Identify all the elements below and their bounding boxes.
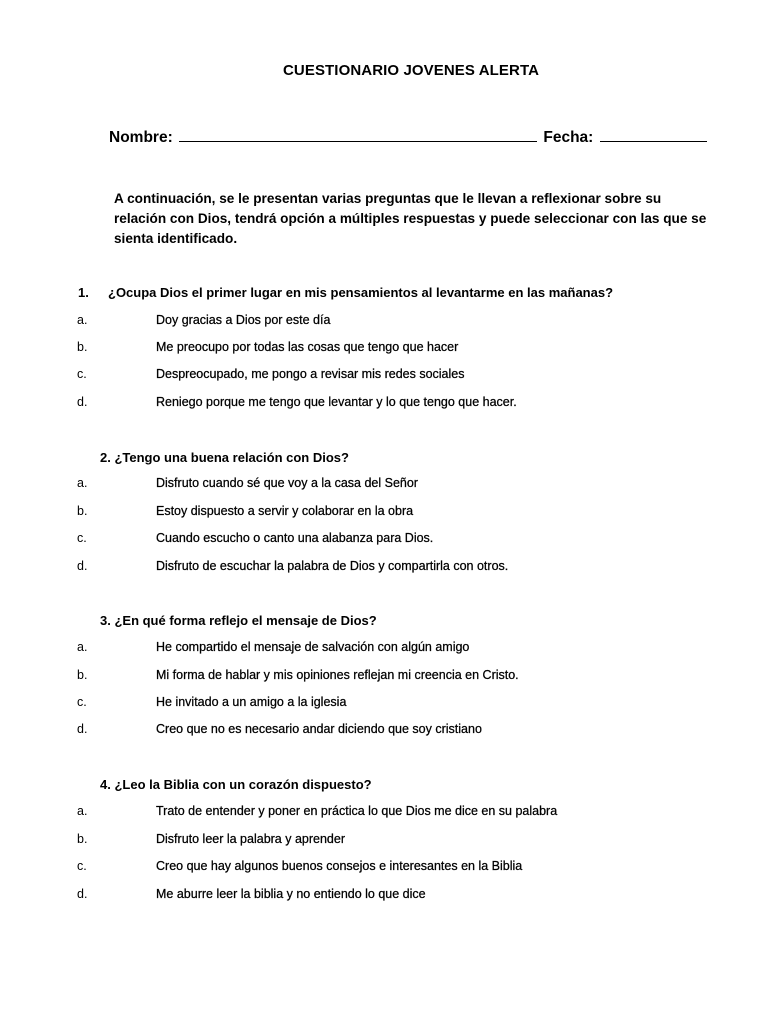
option-text: Creo que no es necesario andar diciendo que soy cristiano bbox=[156, 722, 482, 736]
option-text: Mi forma de hablar y mis opiniones reflejan mi creencia en Cristo. bbox=[156, 668, 519, 682]
option-text: Reniego porque me tengo que levantar y lo que tengo que hacer. bbox=[156, 395, 517, 409]
option-letter: d. bbox=[77, 722, 88, 736]
option-letter: c. bbox=[77, 859, 87, 873]
option-letter: a. bbox=[77, 640, 88, 654]
option-letter: b. bbox=[77, 668, 88, 682]
question-text: 3. ¿En qué forma reflejo el mensaje de Dios? bbox=[100, 613, 377, 628]
option-text: Disfruto cuando sé que voy a la casa del Señor bbox=[156, 476, 418, 490]
date-blank-field[interactable] bbox=[600, 127, 707, 142]
option-text: Despreocupado, me pongo a revisar mis redes sociales bbox=[156, 367, 465, 381]
option-text: He compartido el mensaje de salvación con algún amigo bbox=[156, 640, 470, 654]
name-date-line bbox=[109, 127, 709, 147]
option-letter: d. bbox=[77, 559, 88, 573]
option-text: Disfruto leer la palabra y aprender bbox=[156, 832, 345, 846]
option-letter: a. bbox=[77, 804, 88, 818]
name-label: Nombre: bbox=[109, 129, 173, 146]
intro-paragraph: A continuación, se le presentan varias preguntas que le llevan a reflexionar sobre su relación con Dios, tendrá opción a múltiples respuestas y puede seleccionar con las que se sienta identificado. bbox=[114, 191, 707, 246]
option-letter: d. bbox=[77, 395, 88, 409]
name-blank-field[interactable] bbox=[179, 127, 537, 142]
option-text: Creo que hay algunos buenos consejos e interesantes en la Biblia bbox=[156, 859, 523, 873]
question-text: 4. ¿Leo la Biblia con un corazón dispuesto? bbox=[100, 777, 372, 792]
option-text: Disfruto de escuchar la palabra de Dios y compartirla con otros. bbox=[156, 559, 509, 573]
question-text: 2. ¿Tengo una buena relación con Dios? bbox=[100, 450, 349, 465]
option-text: Doy gracias a Dios por este día bbox=[156, 313, 331, 327]
option-text: Me preocupo por todas las cosas que tengo que hacer bbox=[156, 340, 459, 354]
option-text: Estoy dispuesto a servir y colaborar en la obra bbox=[156, 504, 414, 518]
option-text: Cuando escucho o canto una alabanza para Dios. bbox=[156, 531, 434, 545]
option-text: He invitado a un amigo a la iglesia bbox=[156, 695, 347, 709]
question-number: 1. bbox=[78, 285, 89, 300]
option-letter: c. bbox=[77, 531, 87, 545]
option-letter: d. bbox=[77, 887, 88, 901]
option-letter: c. bbox=[77, 367, 87, 381]
option-letter: a. bbox=[77, 313, 88, 327]
option-text: Trato de entender y poner en práctica lo que Dios me dice en su palabra bbox=[156, 804, 558, 818]
question-text: ¿Ocupa Dios el primer lugar en mis pensamientos al levantarme en las mañanas? bbox=[108, 285, 614, 300]
document-title: CUESTIONARIO JOVENES ALERTA bbox=[282, 62, 540, 79]
option-text: Me aburre leer la biblia y no entiendo lo que dice bbox=[156, 887, 426, 901]
option-letter: b. bbox=[77, 504, 88, 518]
option-letter: b. bbox=[77, 832, 88, 846]
date-label: Fecha: bbox=[543, 129, 594, 146]
option-letter: c. bbox=[77, 695, 87, 709]
option-letter: a. bbox=[77, 476, 88, 490]
option-letter: b. bbox=[77, 340, 88, 354]
